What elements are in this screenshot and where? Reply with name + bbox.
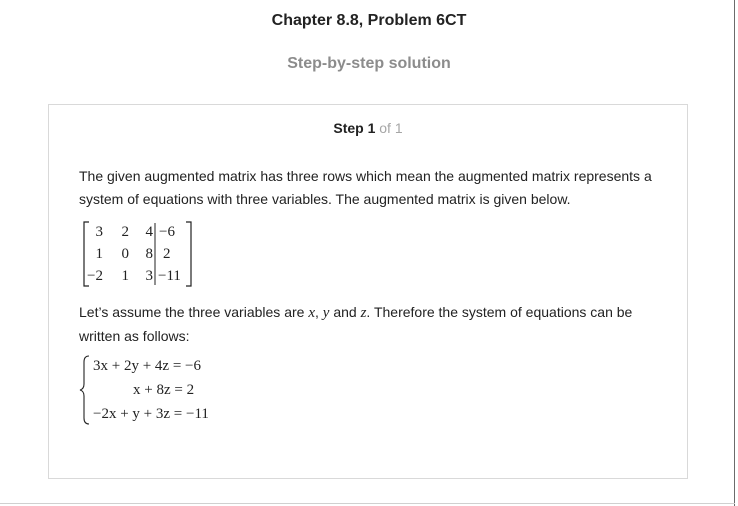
window-right-edge bbox=[734, 0, 735, 506]
page-title: Chapter 8.8, Problem 6CT bbox=[271, 12, 467, 29]
step-card bbox=[48, 104, 688, 479]
step-paragraph-1: The given augmented matrix has three rows which mean the augmented matrix represents a system of equations with three variables. The augmented matrix is given below. bbox=[79, 168, 652, 207]
matrix-cell: 0 bbox=[121, 246, 129, 262]
matrix-cell: 8 bbox=[145, 246, 153, 262]
paragraph2-tail: . Therefore the system of equations can be written as follows: bbox=[79, 304, 633, 344]
step-count: of 1 bbox=[379, 120, 403, 136]
solution-subtitle: Step-by-step solution bbox=[287, 55, 451, 72]
variable-y: y bbox=[322, 305, 330, 321]
equation-3: −2x + y + 3z = −11 bbox=[93, 406, 209, 422]
equation-system bbox=[83, 354, 223, 426]
matrix-cell: 2 bbox=[163, 246, 171, 262]
step-header bbox=[49, 120, 687, 136]
paragraph2-lead: Let’s assume the three variables are bbox=[79, 304, 305, 320]
matrix-cell: −2 bbox=[87, 268, 103, 284]
matrix-cell: −11 bbox=[158, 268, 181, 284]
step-label: Step 1 bbox=[333, 120, 376, 136]
step-paragraph-2 bbox=[79, 301, 674, 348]
equation-2: x + 8z = 2 bbox=[133, 382, 195, 398]
matrix-cell: 2 bbox=[121, 224, 129, 240]
variable-z: z bbox=[360, 305, 367, 321]
variable-x: x bbox=[308, 305, 315, 321]
equation-1: 3x + 2y + 4z = −6 bbox=[93, 358, 201, 374]
matrix-cell: 1 bbox=[121, 268, 129, 284]
augmented-matrix bbox=[83, 221, 193, 287]
matrix-cell: 1 bbox=[95, 246, 103, 262]
matrix-cell: −6 bbox=[159, 224, 175, 240]
window-bottom-edge bbox=[0, 503, 735, 504]
matrix-cell: 3 bbox=[95, 224, 103, 240]
paragraph2-comma: , bbox=[314, 304, 319, 320]
system-brace bbox=[79, 354, 91, 426]
paragraph2-and: and bbox=[333, 304, 357, 320]
matrix-cell: 4 bbox=[145, 224, 153, 240]
matrix-cell: 3 bbox=[145, 268, 153, 284]
